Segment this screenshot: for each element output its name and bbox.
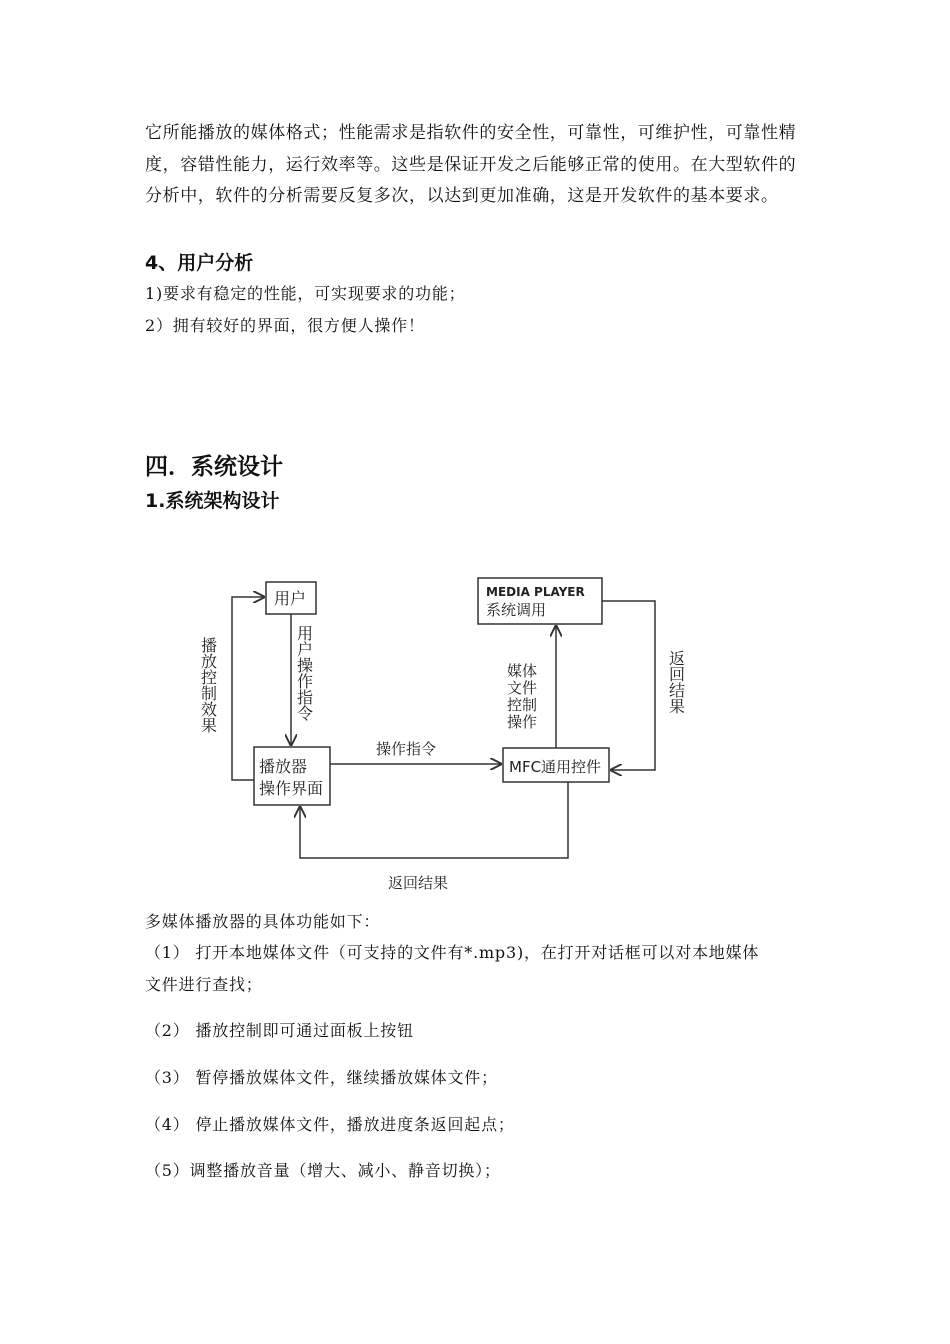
user-analysis-item-1: 1)要求有稳定的性能，可实现要求的功能； xyxy=(145,284,466,303)
feature-1-line-1: （1） 打开本地媒体文件（可支持的文件有*.mp3)，在打开对话框可以对本地媒体 xyxy=(145,943,760,962)
intro-paragraph: 它所能播放的媒体格式；性能需求是指软件的安全性，可靠性，可维护性，可靠性精度，容错性能力，运行效率等。这些是保证开发之后能够正常的使用。在大型软件的分析中，软件的分析需要反复多次，以达到更加准确，这是开发软件的基本要求。 xyxy=(145,123,797,206)
return-bottom-arrow xyxy=(300,782,568,858)
media-player-label-line2: 系统调用 xyxy=(486,601,547,619)
media-control-label-2: 文件 xyxy=(507,679,538,697)
user-ops-label: 用户操作指令 xyxy=(294,625,314,721)
section-title: 1.系统架构设计 xyxy=(145,490,280,512)
player-ui-label-line2: 操作界面 xyxy=(259,779,324,798)
player-ui-label-line1: 播放器 xyxy=(259,757,308,776)
return-right-arrow xyxy=(602,601,655,770)
feature-3: （3） 暂停播放媒体文件，继续播放媒体文件； xyxy=(145,1068,498,1087)
media-player-label-line1: MEDIA PLAYER xyxy=(486,585,585,599)
mfc-box-label: MFC通用控件 xyxy=(509,758,602,776)
features-intro: 多媒体播放器的具体功能如下： xyxy=(145,912,381,931)
return-bottom-label: 返回结果 xyxy=(388,874,449,892)
feature-4: （4） 停止播放媒体文件，播放进度条返回起点； xyxy=(145,1115,515,1134)
feature-1-line-2: 文件进行查找； xyxy=(145,975,263,994)
user-analysis-heading: 4、用户分析 xyxy=(145,252,254,274)
playback-effect-label: 播放控制效果 xyxy=(198,637,218,733)
media-control-label-1: 媒体 xyxy=(507,662,538,680)
feature-5: （5）调整播放音量（增大、减小、静音切换）； xyxy=(145,1161,501,1180)
chapter-title: 四．系统设计 xyxy=(145,454,283,480)
user-analysis-item-2: 2）拥有较好的界面，很方便人操作！ xyxy=(145,316,425,335)
user-box-label: 用户 xyxy=(274,589,307,608)
media-control-label-3: 控制 xyxy=(507,696,538,714)
return-right-label: 返回结果 xyxy=(666,650,686,714)
feature-2: （2） 播放控制即可通过面板上按钮 xyxy=(145,1021,414,1040)
ops-label: 操作指令 xyxy=(376,740,437,758)
media-control-label-4: 操作 xyxy=(507,713,538,731)
